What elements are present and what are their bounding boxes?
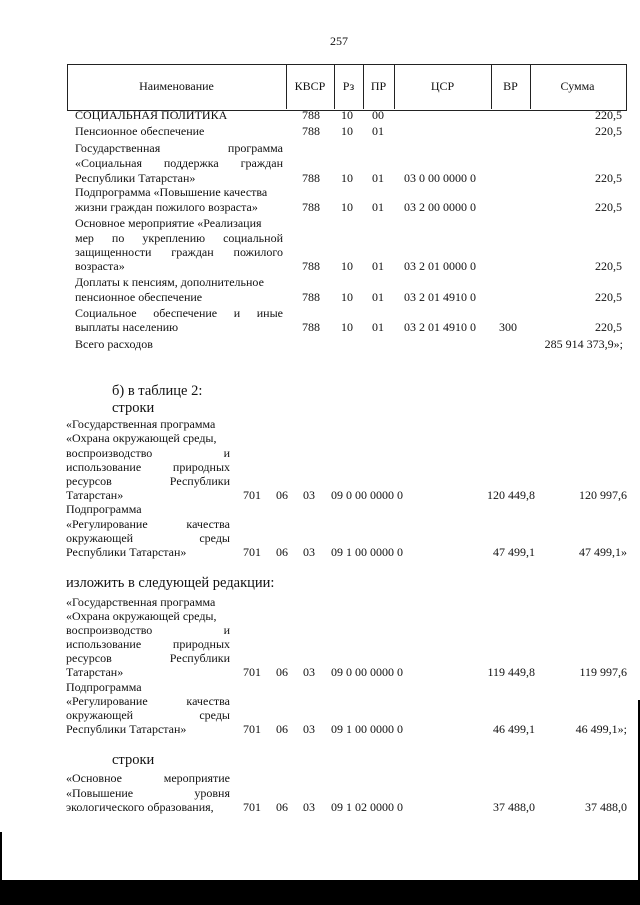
header-rz: Рз bbox=[342, 79, 355, 93]
table-cell-kvsr: 788 bbox=[302, 290, 320, 304]
table-row-name: Социальное обеспечение и иные bbox=[75, 306, 283, 320]
table-cell-pr: 00 bbox=[372, 108, 384, 122]
table-cell-sum: 220,5 bbox=[595, 124, 622, 138]
amend-row-name: окружающей среды bbox=[66, 531, 230, 545]
amend-cell-csr: 09 1 00 0000 0 bbox=[331, 545, 403, 559]
amend-row-name: Республики Татарстан» bbox=[66, 545, 187, 559]
header-sum: Сумма bbox=[560, 79, 595, 93]
table-cell-pr: 01 bbox=[372, 259, 384, 273]
amend-cell-c3: 03 bbox=[303, 800, 315, 814]
amend-cell-c2: 06 bbox=[276, 665, 288, 679]
table-cell-csr: 03 2 00 0000 0 bbox=[404, 200, 476, 214]
amend-row-name: воспроизводство и bbox=[66, 446, 230, 460]
amend-row-name: «Повышение уровня bbox=[66, 786, 230, 800]
amend-cell-v1: 119 449,8 bbox=[487, 665, 535, 679]
amend-cell-c3: 03 bbox=[303, 545, 315, 559]
amend-row-name: Подпрограмма bbox=[66, 502, 142, 516]
amend-cell-v1: 120 449,8 bbox=[487, 488, 535, 502]
new-edition-heading: изложить в следующей редакции: bbox=[66, 575, 275, 591]
table-cell-sum: 220,5 bbox=[595, 108, 622, 122]
table-cell-pr: 01 bbox=[372, 320, 384, 334]
table-cell-rz: 10 bbox=[341, 200, 353, 214]
amend-cell-v2: 37 488,0 bbox=[585, 800, 627, 814]
amend-cell-c3: 03 bbox=[303, 665, 315, 679]
section-b-rows-word: строки bbox=[112, 400, 155, 416]
scan-edge-mark bbox=[0, 832, 2, 880]
amend-cell-csr: 09 0 00 0000 0 bbox=[331, 488, 403, 502]
amend-cell-c2: 06 bbox=[276, 545, 288, 559]
amend-row-name: «Государственная программа bbox=[66, 595, 216, 609]
table-cell-rz: 10 bbox=[341, 259, 353, 273]
table-cell-sum: 220,5 bbox=[595, 171, 622, 185]
amend-row-name: «Регулирование качества bbox=[66, 694, 230, 708]
amend-row-name: экологического образования, bbox=[66, 800, 214, 814]
table-cell-kvsr: 788 bbox=[302, 124, 320, 138]
table-row-name: жизни граждан пожилого возраста» bbox=[75, 200, 258, 214]
scan-bottom-bar bbox=[0, 880, 640, 905]
table-row-name: выплаты населению bbox=[75, 320, 179, 334]
amend-cell-v2: 119 997,6 bbox=[579, 665, 627, 679]
table-row-name: Пенсионное обеспечение bbox=[75, 124, 205, 138]
amend-row-name: «Регулирование качества bbox=[66, 517, 230, 531]
table-cell-pr: 01 bbox=[372, 171, 384, 185]
amend-cell-c1: 701 bbox=[243, 800, 261, 814]
amend-cell-c1: 701 bbox=[243, 545, 261, 559]
amend-cell-c2: 06 bbox=[276, 488, 288, 502]
table-cell-kvsr: 788 bbox=[302, 320, 320, 334]
amend-row-name: окружающей среды bbox=[66, 708, 230, 722]
amend-cell-v1: 47 499,1 bbox=[493, 545, 535, 559]
amend-row-name: ресурсов Республики bbox=[66, 474, 230, 488]
header-csr: ЦСР bbox=[430, 79, 455, 93]
table-row-name: «Социальная поддержка граждан bbox=[75, 156, 283, 170]
amend-cell-c1: 701 bbox=[243, 665, 261, 679]
table-row-name: Государственная программа bbox=[75, 141, 283, 155]
amend-cell-c2: 06 bbox=[276, 800, 288, 814]
table-cell-sum: 220,5 bbox=[595, 259, 622, 273]
amend-cell-c2: 06 bbox=[276, 722, 288, 736]
table-row-name: возраста» bbox=[75, 259, 125, 273]
amend-cell-v2: 46 499,1»; bbox=[575, 722, 627, 736]
amend-cell-v1: 37 488,0 bbox=[493, 800, 535, 814]
table-cell-csr: 03 0 00 0000 0 bbox=[404, 171, 476, 185]
amend-row-name: Подпрограмма bbox=[66, 680, 142, 694]
header-kvsr: КВСР bbox=[294, 79, 326, 93]
amend-row-name: «Охрана окружающей среды, bbox=[66, 609, 217, 623]
table-row-name: защищенности граждан пожилого bbox=[75, 245, 283, 259]
page-number: 257 bbox=[330, 34, 348, 48]
table-cell-csr: 03 2 01 4910 0 bbox=[404, 320, 476, 334]
amend-row-name: Татарстан» bbox=[66, 665, 124, 679]
total-label: Всего расходов bbox=[75, 337, 153, 351]
table-cell-kvsr: 788 bbox=[302, 108, 320, 122]
table-cell-csr: 03 2 01 0000 0 bbox=[404, 259, 476, 273]
table-cell-sum: 220,5 bbox=[595, 320, 622, 334]
amend-row-name: использование природных bbox=[66, 460, 230, 474]
table-cell-csr: 03 2 01 4910 0 bbox=[404, 290, 476, 304]
table-cell-kvsr: 788 bbox=[302, 171, 320, 185]
amend-cell-v2: 47 499,1» bbox=[579, 545, 627, 559]
amend-row-name: ресурсов Республики bbox=[66, 651, 230, 665]
table-cell-rz: 10 bbox=[341, 124, 353, 138]
amend-row-name: воспроизводство и bbox=[66, 623, 230, 637]
amend-cell-c3: 03 bbox=[303, 488, 315, 502]
amend-cell-v2: 120 997,6 bbox=[579, 488, 627, 502]
amend-cell-c1: 701 bbox=[243, 722, 261, 736]
table-row-name: Подпрограмма «Повышение качества bbox=[75, 185, 268, 199]
table-row-name: Основное мероприятие «Реализация bbox=[75, 216, 262, 230]
amend-cell-v1: 46 499,1 bbox=[493, 722, 535, 736]
header-name: Наименование bbox=[139, 79, 214, 93]
table-cell-pr: 01 bbox=[372, 290, 384, 304]
table-cell-pr: 01 bbox=[372, 124, 384, 138]
amend-cell-csr: 09 1 00 0000 0 bbox=[331, 722, 403, 736]
amend-row-name: Татарстан» bbox=[66, 488, 124, 502]
table-cell-pr: 01 bbox=[372, 200, 384, 214]
table-cell-kvsr: 788 bbox=[302, 259, 320, 273]
amend-row-name: «Государственная программа bbox=[66, 417, 216, 431]
table-row-name: СОЦИАЛЬНАЯ ПОЛИТИКА bbox=[75, 108, 228, 122]
amend-cell-c1: 701 bbox=[243, 488, 261, 502]
table-cell-sum: 220,5 bbox=[595, 290, 622, 304]
section-last-heading: строки bbox=[112, 752, 155, 768]
table-cell-sum: 220,5 bbox=[595, 200, 622, 214]
amend-cell-csr: 09 0 00 0000 0 bbox=[331, 665, 403, 679]
amend-cell-c3: 03 bbox=[303, 722, 315, 736]
amend-row-name: использование природных bbox=[66, 637, 230, 651]
header-vr: ВР bbox=[503, 79, 518, 93]
table-cell-rz: 10 bbox=[341, 290, 353, 304]
table-row-name: Доплаты к пенсиям, дополнительное bbox=[75, 275, 264, 289]
table-cell-kvsr: 788 bbox=[302, 200, 320, 214]
header-pr: ПР bbox=[370, 79, 387, 93]
table-cell-rz: 10 bbox=[341, 171, 353, 185]
section-b-heading: б) в таблице 2: bbox=[112, 383, 203, 399]
total-value: 285 914 373,9»; bbox=[544, 337, 623, 351]
table-cell-rz: 10 bbox=[341, 320, 353, 334]
table-cell-rz: 10 bbox=[341, 108, 353, 122]
amend-row-name: «Основное мероприятие bbox=[66, 771, 230, 785]
table-cell-vr: 300 bbox=[499, 320, 517, 334]
table-row-name: Республики Татарстан» bbox=[75, 171, 196, 185]
amend-row-name: Республики Татарстан» bbox=[66, 722, 187, 736]
amend-cell-csr: 09 1 02 0000 0 bbox=[331, 800, 403, 814]
amend-row-name: «Охрана окружающей среды, bbox=[66, 431, 217, 445]
table-row-name: мер по укреплению социальной bbox=[75, 231, 283, 245]
table-row-name: пенсионное обеспечение bbox=[75, 290, 203, 304]
